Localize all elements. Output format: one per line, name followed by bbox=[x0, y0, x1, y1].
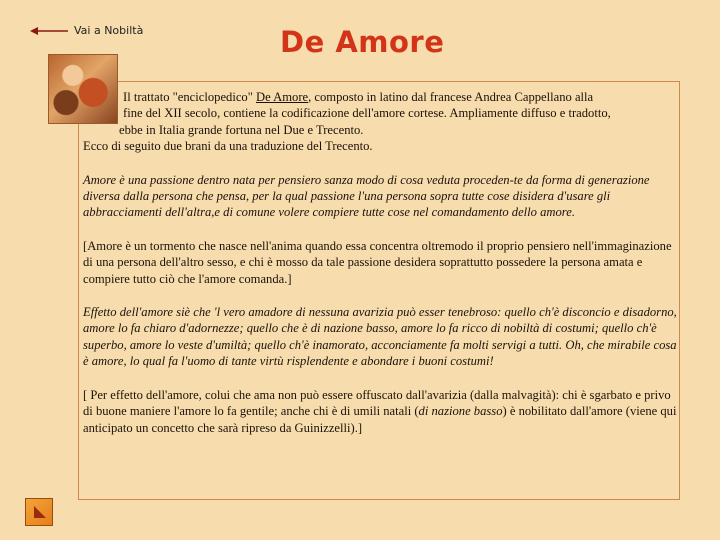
intro-text: Il trattato "enciclopedico" bbox=[123, 90, 257, 104]
page-title: De Amore bbox=[280, 25, 445, 59]
content-text bbox=[83, 89, 679, 436]
passage-1-original: Amore è una passione dentro nata per pensiero sanza modo di cosa veduta proceden-te da forma di generazione diversa dalla persona che pensa, per la qual passione l'una persona sopra tutte cose disidera d'usare gli abbracciamenti dell'altra,e di comune volere compiere tutte cose nel comandamento dello amore. bbox=[83, 172, 650, 220]
left-arrow-icon bbox=[30, 26, 68, 36]
back-link-nobilta[interactable] bbox=[30, 24, 143, 37]
translation-text: [ Per effetto dell'amore, colui che ama non può essere offuscato dall'avarizia (dalla malvagità): chi è sgarbato e privo di buone maniere l'amore lo fa gentile; anche chi è di umili natali ( bbox=[83, 387, 671, 419]
passage-2-original: Effetto dell'amore siè che 'l vero amadore di nessuna avarizia può esser tenebroso: quello ch'è disconcio e disadorno, amore lo fa chiaro d'adornezze; quello che è di nazione basso, amore lo fa ricco di nobiltà di costumi; quello ch'è superbo, amore lo veste d'umiltà; quello ch'è inamorato, acconciamente fa molti servigi a tutti. Oh, che mirabile cosa è amore, lo qual fa l'uomo di tante virtù risplendente e abondare i buoni costumi! bbox=[83, 305, 677, 369]
translation-italic: di nazione basso bbox=[418, 404, 503, 419]
intro-line-1 bbox=[83, 89, 679, 105]
intro-text: , composto in latino dal francese Andrea Cappellano alla bbox=[308, 90, 594, 104]
intro-line-2: fine del XII secolo, contiene la codificazione dell'amore cortese. Ampliamente diffuso e tradotto, bbox=[123, 106, 611, 121]
triangle-icon bbox=[32, 504, 48, 520]
translation-text: ) è nobilitato dall'amore (viene qui anticipato un concetto che sarà ripreso da Guinizzelli).] bbox=[83, 404, 677, 435]
intro-line-4: Ecco di seguito due brani da una traduzione del Trecento. bbox=[83, 139, 373, 154]
intro-line-3: ebbe in Italia grande fortuna nel Due e Trecento. bbox=[119, 122, 364, 137]
passage-2-translation bbox=[83, 387, 679, 436]
de-amore-link[interactable]: De Amore bbox=[256, 90, 309, 104]
home-button[interactable] bbox=[25, 498, 53, 526]
passage-1-translation: [Amore è un tormento che nasce nell'anima quando essa concentra oltremodo il proprio pensiero nell'immaginazione di una persona dell'altro sesso, e chi è mosso da tale passione desidera soprattutto possedere la persona amata e compiere tutto ciò che l'amore comanda.] bbox=[83, 238, 672, 286]
back-link-label: Vai a Nobiltà bbox=[74, 24, 144, 37]
